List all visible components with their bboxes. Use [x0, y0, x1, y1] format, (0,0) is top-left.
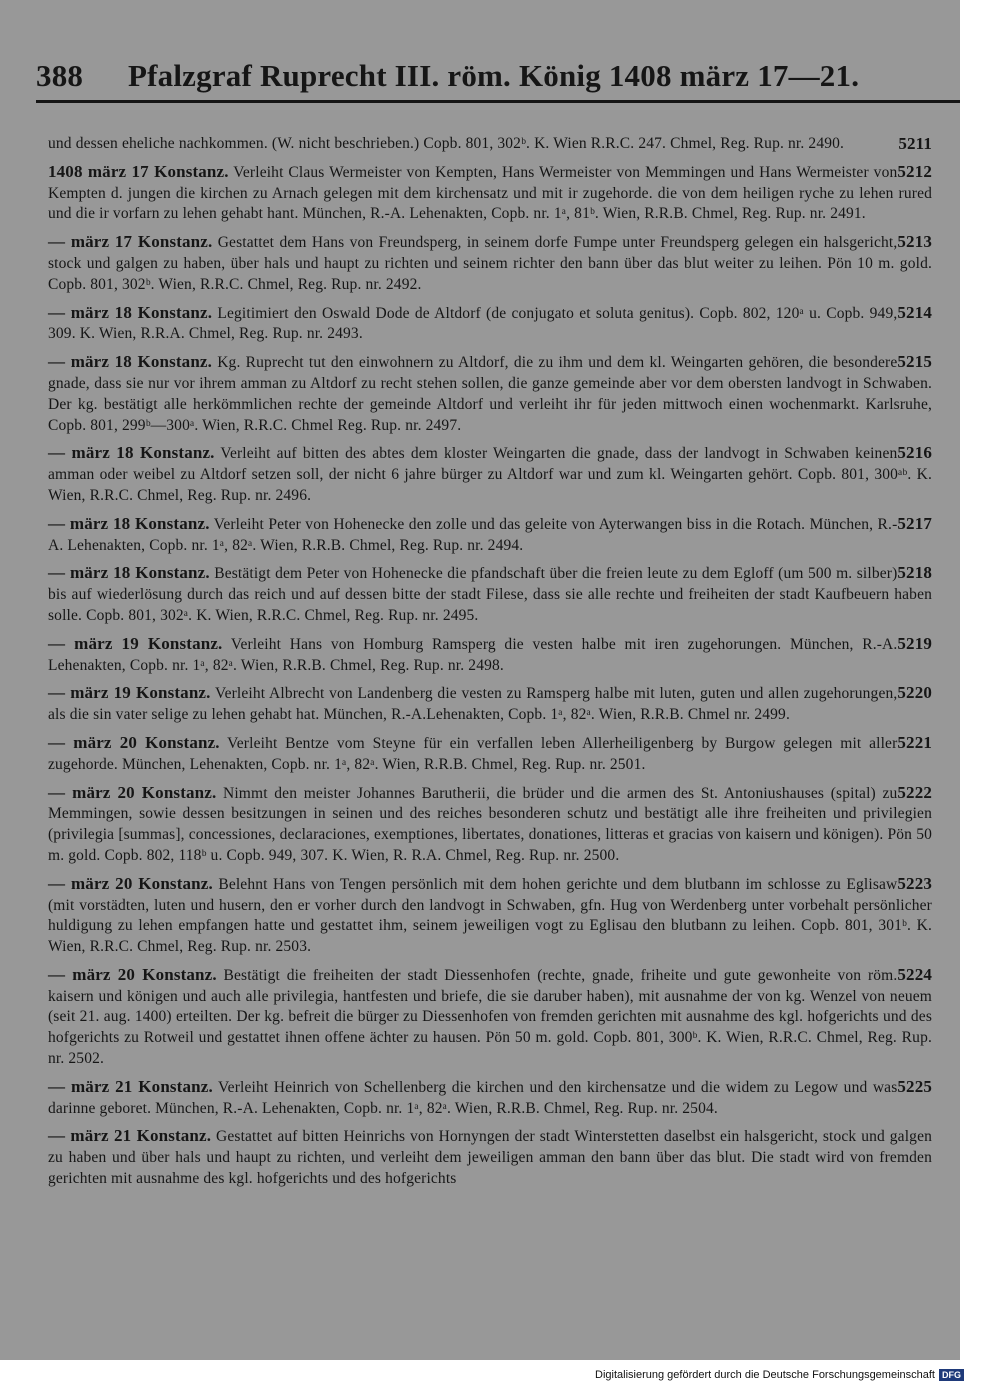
entry-number: 5217	[897, 513, 932, 533]
footer-text: Digitalisierung gefördert durch die Deutsche Forschungsgemeinschaft	[595, 1369, 935, 1381]
regest-entry	[48, 783, 932, 867]
page-number: 388	[36, 58, 84, 93]
entry-date-place: — märz 20 Konstanz.	[48, 873, 213, 893]
page-header	[36, 56, 936, 96]
entry-number: 5222	[897, 782, 932, 802]
entry-text: Belehnt Hans von Tengen persönlich mit dem hohen gerichte und dem blutbann im schlosse zu Eglisaw (mit vorstädten, luten und husern, den er vorher durch den landvogt in Schwaben, gfn. Hug von Werdenberg unter vorbehalt persönlicher huldigung zu lehen empfangen hatte und gestattet ihm, seinem jeweiligen vogt zu Eglisau den blutbann zu leihen. Copb. 801, 301ᵇ. K. Wien, R.R.C. Chmel, Reg. Rup. nr. 2503.	[48, 875, 932, 956]
entry-number: 5212	[897, 161, 932, 181]
entry-number: 5216	[897, 443, 932, 463]
entry-date-place: — märz 20 Konstanz.	[48, 732, 220, 752]
entry-date-place: — märz 18 Konstanz.	[48, 352, 213, 372]
regest-entry	[48, 874, 932, 958]
entry-number: 5223	[897, 873, 932, 893]
regest-entry	[48, 634, 932, 677]
entry-date-place: — märz 18 Konstanz.	[48, 563, 210, 583]
regest-entry	[48, 162, 932, 225]
entry-text: Verleiht Claus Wermeister von Kempten, Hans Wermeister von Memmingen und Hans Wermeister von Kempten d. jungen die kirchen zu Arnach gelegen mit dem kirchensatz und mit ir zugehorde. die von dem heiligen ryche zu lehen rured und die ir vorfarn zu lehen gehabt hant. München, R.-A. Lehenakten, Copb. nr. 1ᵃ, 81ᵇ. Wien, R.R.B. Chmel, Reg. Rup. nr. 2491.	[48, 163, 932, 223]
entry-text: Gestattet auf bitten Heinrichs von Hornyngen der stadt Winterstetten daselbst ein halsgericht, stock und galgen zu haben und über hals und haupt zu richten, und verleiht dem jeweiligen amman den bann über das blut. Die stadt wird von fremden gerichten mit ausnahme des kgl. hofgerichts und des hofgerichts	[48, 1128, 933, 1188]
entry-text: Verleiht Peter von Hohenecke den zolle und das geleite von Ayterwangen biss in die Rotach. München, R.-A. Lehenakten, Copb. nr. 1ᵃ, 82ᵃ. Wien, R.R.B. Chmel, Reg. Rup. nr. 2494.	[48, 515, 898, 554]
entry-number: 5213	[897, 232, 932, 252]
regest-entry	[48, 733, 932, 776]
entry-date-place: — märz 21 Konstanz.	[48, 1076, 213, 1096]
entry-number: 5221	[897, 732, 932, 752]
entry-text: Verleiht Heinrich von Schellenberg die kirchen und den kirchensatze und die widem zu Legow und was darinne geboret. München, R.-A. Lehenakten, Copb. nr. 1ᵃ, 82ᵃ. Wien, R.R.B. Chmel, Reg. Rup. nr. 2504.	[48, 1078, 898, 1117]
entry-text: Verleiht Albrecht von Landenberg die vesten zu Ramsperg halbe mit luten, guten und allen zugehorungen, als die sin vater selige zu lehen gehabt hat. München, R.-A.Lehenakten, Copb. 1ᵃ, 82ᵃ. Wien, R.R.B. Chmel nr. 2499.	[48, 685, 898, 724]
regest-entry	[48, 563, 932, 626]
entry-date-place: — märz 17 Konstanz.	[48, 232, 213, 252]
header-rule	[36, 100, 960, 103]
regest-entry	[48, 514, 932, 557]
entry-number: 5218	[897, 563, 932, 583]
entry-number: 5215	[897, 352, 932, 372]
regesta-entries	[48, 134, 932, 1197]
entry-number: 5219	[897, 633, 932, 653]
entry-number: 5214	[897, 302, 932, 322]
entry-text: Gestattet dem Hans von Freundsperg, in seinem dorfe Fumpe unter Freundsperg gelegen ein halsgericht, stock und galgen zu haben, über hals und haupt zu richten und seinem richter den bann über das blut weiter zu leihen. Pön 10 m. gold. Copb. 801, 302ᵇ. Wien, R.R.C. Chmel, Reg. Rup. nr. 2492.	[48, 234, 932, 293]
running-title: Pfalzgraf Ruprecht III. röm. König 1408 märz 17—21.	[128, 58, 860, 93]
entry-text: Verleiht auf bitten des abtes dem kloster Weingarten die gnade, dass der landvogt in Schwaben keinen amman oder weibel zu Altdorf setzen soll, der nicht 6 jahre bürger zu Altdorf war und zum kl. Weingarten gehört. Copb. 801, 300ᵃᵇ. K. Wien, R.R.C. Chmel, Reg. Rup. nr. 2496.	[48, 445, 932, 504]
regest-entry	[48, 352, 932, 436]
entry-date-place: — märz 19 Konstanz.	[48, 683, 211, 703]
entry-text: und dessen eheliche nachkommen. (W. nicht beschrieben.) Copb. 801, 302ᵇ. K. Wien R.R.C. 247. Chmel, Reg. Rup. nr. 2490.	[48, 135, 845, 152]
entry-number: 5224	[897, 964, 932, 984]
regest-entry	[48, 134, 932, 155]
entry-date-place: — märz 18 Konstanz.	[48, 302, 213, 322]
regest-entry	[48, 232, 932, 295]
entry-text: Kg. Ruprecht tut den einwohnern zu Altdorf, die zu ihm und dem kl. Weingarten gehören, die besondere gnade, dass sie nur vor ihrem amman zu Altdorf zu recht stehen sollen, die ganze gemeinde aber vor dem obersten landvogt in Schwaben. Der kg. bestätigt alle herkömmlichen rechte der gemeinde Altdorf und verleiht ihr für jeden mittwoch einen wochenmarkt. Karlsruhe, Copb. 801, 299ᵇ—300ᵃ. Wien, R.R.C. Chmel Reg. Rup. nr. 2497.	[48, 354, 932, 434]
entry-text: Bestätigt die freiheiten der stadt Diessenhofen (rechte, gnade, friheite und gute gewonheite von röm. kaisern und königen und auch alle privilegia, hantfesten und briefe, die sie daruber haben), mit ausnahme der von kg. Wenzel von neuem (seit 21. aug. 1400) erteilten. Der kg. befreit die bürger zu Diessenhofen von fremden gerichten mit ausnahme des kgl. hofgerichts und des hofgerichts zu Rotweil und gestattet ihnen offene ächter zu hausen. Pön 50 m. gold. Copb. 801, 300ᵇ. K. Wien, R.R.C. Chmel, Reg. Rup. nr. 2502.	[48, 966, 932, 1068]
entry-text: Bestätigt dem Peter von Hohenecke die pfandschaft über die freien leute zu dem Egloff (um 500 m. silber) bis auf wiederlösung durch das reich und auf dessen bitte der stadt Filese, dass sie alle rechte und freiheiten der stadt Kaufbeuern haben solle. Copb. 801, 302ᵃ. K. Wien, R.R.C. Chmel, Reg. Rup. nr. 2495.	[48, 565, 932, 624]
regest-entry	[48, 1126, 932, 1189]
entry-date-place: — märz 18 Konstanz.	[48, 443, 215, 463]
dfg-logo: DFG	[939, 1369, 964, 1381]
entry-text: Legitimiert den Oswald Dode de Altdorf (de conjugato et soluta genitus). Copb. 802, 120ᵃ u. Copb. 949, 309. K. Wien, R.R.A. Chmel, Reg. Rup. nr. 2493.	[48, 304, 898, 343]
entry-text: Nimmt den meister Johannes Barutherii, die brüder und die armen des St. Antoniushauses (spital) zu Memmingen, sowie dessen besitzungen in seinen und des reiches besonderen schutz und bestätigt alle ihre freiheiten und privilegien (privilegia [summas], concessiones, declaraciones, exemptiones, libertates, donationes, litteras et gracias von kaisern und königen). Pön 50 m. gold. Copb. 802, 118ᵇ u. Copb. 949, 307. K. Wien, R. R.A. Chmel, Reg. Rup. nr. 2500.	[48, 784, 932, 864]
entry-number: 5220	[897, 683, 932, 703]
entry-text: Verleiht Bentze vom Steyne für ein verfallen leben Allerheiligenberg by Burgow gelegen mit aller zugehorde. München, Lehenakten, Copb. nr. 1ᵃ, 82ᵃ. Wien, R.R.B. Chmel, Reg. Rup. nr. 2501.	[48, 734, 898, 773]
entry-date-place: 1408 märz 17 Konstanz.	[48, 161, 229, 181]
entry-number: 5225	[897, 1076, 932, 1096]
regest-entry	[48, 965, 932, 1070]
entry-date-place: — märz 18 Konstanz.	[48, 513, 210, 533]
entry-date-place: — märz 19 Konstanz.	[48, 633, 223, 653]
entry-number: 5211	[898, 134, 932, 153]
entry-date-place: — märz 20 Konstanz.	[48, 964, 217, 984]
regest-entry	[48, 683, 932, 726]
entry-text: Verleiht Hans von Homburg Ramsperg die vesten halbe mit iren zugehorungen. München, R.-A. Lehenakten, Copb. nr. 1ᵃ, 82ᵃ. Wien, R.R.B. Chmel, Reg. Rup. nr. 2498.	[48, 635, 898, 674]
regest-entry	[48, 303, 932, 346]
regest-entry	[48, 443, 932, 506]
entry-date-place: — märz 21 Konstanz.	[48, 1126, 212, 1146]
footer-credit	[595, 1369, 964, 1381]
entry-date-place: — märz 20 Konstanz.	[48, 782, 217, 802]
regest-entry	[48, 1077, 932, 1120]
